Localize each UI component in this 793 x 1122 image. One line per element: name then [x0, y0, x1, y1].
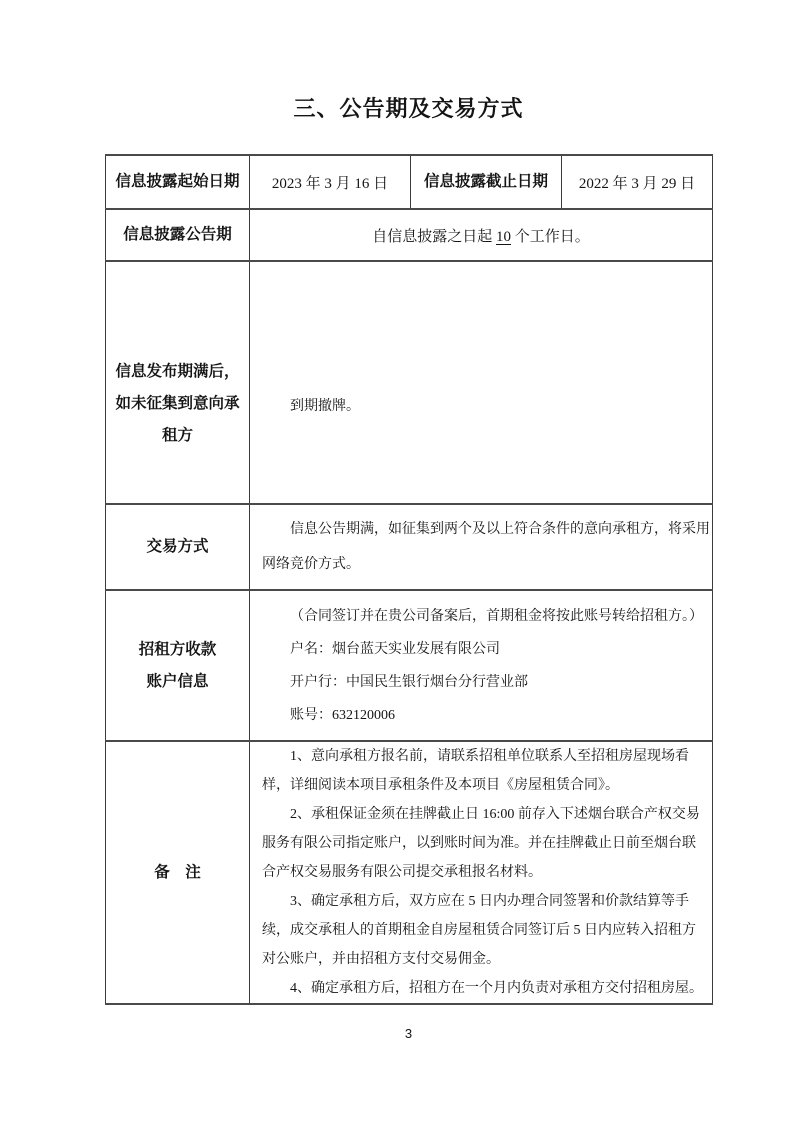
- no-tenant-value: 到期撤牌。: [290, 399, 360, 414]
- no-tenant-label-line1: 信息发布期满后，: [115, 363, 240, 380]
- remark-item-1: 1、意向承租方报名前，请联系招租单位联系人至招租房屋现场看样，详细阅读本项目承租条件及本项目《房屋租赁合同》。: [262, 749, 689, 793]
- row-account-info: [106, 590, 713, 741]
- no-tenant-value-cell: [250, 261, 713, 504]
- transaction-method-label: 交易方式: [106, 504, 250, 590]
- announcement-period-days: 10: [496, 228, 511, 245]
- announcement-period-prefix: 自信息披露之日起: [372, 228, 496, 245]
- account-bank: 开户行：中国民生银行烟台分行营业部: [290, 674, 528, 690]
- account-info-label-line1: 招租方收款: [138, 640, 217, 658]
- account-info-cell: [250, 590, 713, 741]
- announcement-period-label: 信息披露公告期: [106, 209, 250, 261]
- no-tenant-label-line3: 租方: [161, 427, 193, 444]
- row-remarks: [106, 741, 713, 1004]
- disclosure-start-date-value: 2023 年 3 月 16 日: [250, 155, 411, 209]
- row-no-tenant-found: [106, 261, 713, 504]
- no-tenant-label: [106, 261, 250, 504]
- page-title: 三、公告期及交易方式: [293, 96, 524, 121]
- transaction-method-value: 信息公告期满，如征集到两个及以上符合条件的意向承租方，将采用网络竞价方式。: [262, 522, 710, 572]
- disclosure-end-date-label: 信息披露截止日期: [411, 155, 562, 209]
- row-announcement-period: [106, 209, 713, 261]
- disclosure-end-date-value: 2022 年 3 月 29 日: [562, 155, 713, 209]
- announcement-period-value: [250, 209, 713, 261]
- transaction-method-value-cell: [250, 504, 713, 590]
- remarks-cell: [250, 741, 713, 1004]
- row-disclosure-dates: [106, 155, 713, 209]
- disclosure-start-date-label: 信息披露起始日期: [106, 155, 250, 209]
- account-info-label-line2: 账户信息: [146, 672, 209, 690]
- row-transaction-method: [106, 504, 713, 590]
- announcement-period-suffix: 个工作日。: [511, 228, 590, 245]
- account-holder-name: 户名：烟台蓝天实业发展有限公司: [290, 641, 500, 657]
- account-number: 账号：632120006: [290, 707, 395, 723]
- remark-item-4: 4、确定承租方后，招租方在一个月内负责对承租方交付招租房屋。: [290, 981, 703, 996]
- page-number: 3: [404, 1026, 413, 1041]
- remark-item-2: 2、承租保证金须在挂牌截止日 16:00 前存入下述烟台联合产权交易服务有限公司指定账户，以到账时间为准。并在挂牌截止日前至烟台联合产权交易服务有限公司提交承租报名材料。: [262, 807, 700, 880]
- account-transfer-note: （合同签订并在贵公司备案后，首期租金将按此账号转给招租方。）: [290, 608, 703, 624]
- no-tenant-label-line2: 如未征集到意向承: [115, 395, 240, 412]
- remarks-label: 备 注: [106, 741, 250, 1004]
- account-info-label: [106, 590, 250, 741]
- announcement-info-table: [105, 154, 713, 1005]
- remark-item-3: 3、确定承租方后，双方应在 5 日内办理合同签署和价款结算等手续，成交承租人的首期租金自房屋租赁合同签订后 5 日内应转入招租方对公账户，并由招租方支付交易佣金。: [262, 894, 696, 967]
